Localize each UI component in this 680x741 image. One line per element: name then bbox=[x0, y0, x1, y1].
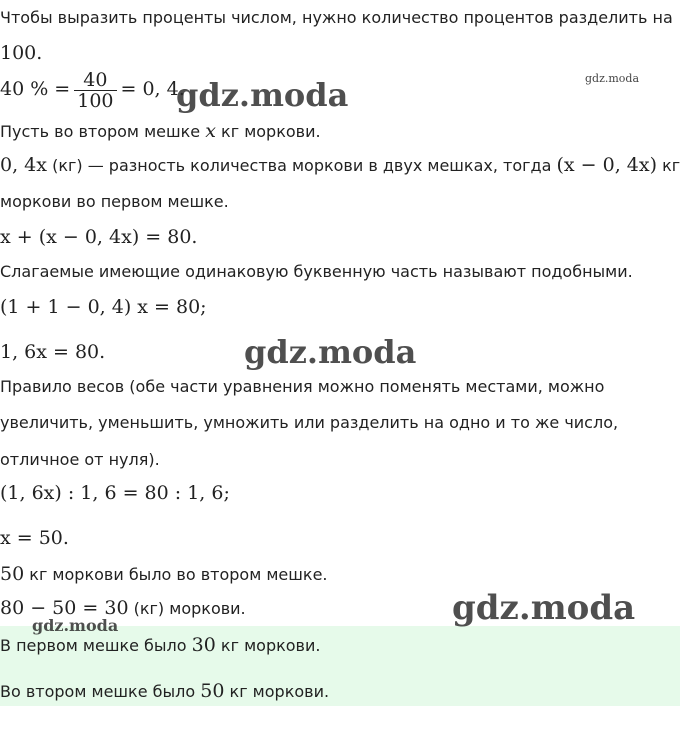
math-part: 50 bbox=[200, 680, 225, 702]
fraction-denominator: 100 bbox=[77, 90, 114, 112]
watermark-logo: gdz.moda bbox=[244, 333, 417, 371]
math-line: (1, 6x) : 1, 6 = 80 : 1, 6; bbox=[0, 482, 230, 504]
text-line: моркови во первом мешке. bbox=[0, 192, 229, 211]
math-part: = 0, 4. bbox=[120, 78, 185, 100]
math-part: 40 % = bbox=[0, 78, 71, 100]
text-part: В первом мешке было bbox=[0, 636, 192, 655]
math-part: 50 bbox=[0, 563, 25, 585]
math-line: 100. bbox=[0, 42, 43, 64]
math-part: 0, 4x bbox=[0, 154, 47, 176]
fraction-numerator: 40 bbox=[74, 70, 116, 91]
math-line: (1 + 1 − 0, 4) x = 80; bbox=[0, 296, 207, 318]
text-line: Чтобы выразить проценты числом, нужно количество процентов разделить на bbox=[0, 8, 673, 27]
answer-line bbox=[0, 634, 680, 656]
text-part: Во втором мешке было bbox=[0, 682, 201, 701]
text-part: кг bbox=[657, 156, 680, 175]
watermark-small: gdz.moda bbox=[585, 72, 640, 85]
text-part: кг моркови было во втором мешке. bbox=[24, 565, 328, 584]
text-part: кг моркови. bbox=[224, 682, 330, 701]
text-part: кг моркови. bbox=[215, 636, 321, 655]
text-part: Пусть во втором мешке bbox=[0, 122, 206, 141]
text-line: Слагаемые имеющие одинаковую буквенную часть называют подобными. bbox=[0, 262, 633, 281]
answer-block bbox=[0, 626, 680, 706]
fraction bbox=[74, 70, 116, 111]
math-variable: x bbox=[205, 120, 216, 142]
watermark-logo: gdz.moda bbox=[32, 616, 119, 635]
text-line: увеличить, уменьшить, умножить или разделить на одно и то же число, bbox=[0, 413, 619, 432]
math-part: 30 bbox=[191, 634, 216, 656]
answer-line bbox=[0, 680, 680, 702]
text-part: (кг) моркови. bbox=[128, 599, 246, 618]
watermark-logo: gdz.moda bbox=[452, 588, 636, 628]
text-line: отличное от нуля). bbox=[0, 450, 160, 469]
math-part: 80 − 50 = 30 bbox=[0, 597, 129, 619]
math-line: 1, 6x = 80. bbox=[0, 341, 106, 363]
watermark-logo: gdz.moda bbox=[176, 76, 349, 114]
text-line bbox=[0, 120, 680, 142]
text-line bbox=[0, 563, 680, 585]
text-line: Правило весов (обе части уравнения можно поменять местами, можно bbox=[0, 377, 605, 396]
math-line: x = 50. bbox=[0, 527, 69, 549]
text-part: (кг) — разность количества моркови в двух мешках, тогда bbox=[46, 156, 557, 175]
math-part: (x − 0, 4x) bbox=[556, 154, 658, 176]
text-line bbox=[0, 154, 680, 176]
text-part: кг моркови. bbox=[215, 122, 321, 141]
math-line: x + (x − 0, 4x) = 80. bbox=[0, 226, 198, 248]
